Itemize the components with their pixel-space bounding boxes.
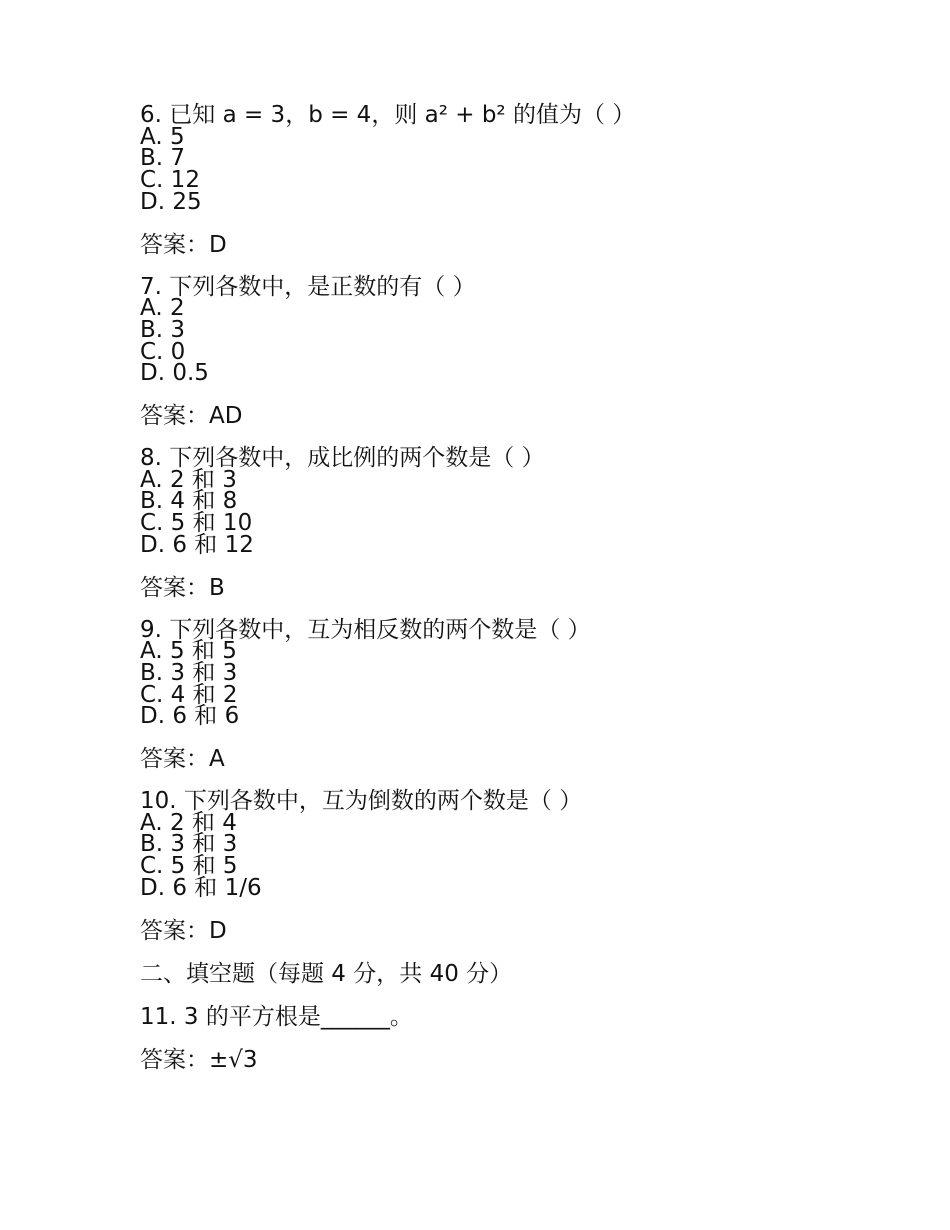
option-a: A. 2 和 3 (140, 466, 237, 493)
answer-text: 答案：±√3 (140, 1046, 258, 1073)
answer-text: 答案：A (140, 746, 225, 773)
option-a: A. 5 (140, 123, 185, 150)
question-7 (140, 273, 900, 430)
question-6 (140, 102, 900, 258)
option-c: C. 0 (140, 338, 186, 365)
question-11 (140, 1003, 900, 1073)
question-10 (140, 788, 900, 944)
answer-text: 答案：D (140, 231, 227, 258)
option-d: D. 6 和 1/6 (140, 874, 262, 901)
answer-text: 答案：D (140, 917, 227, 944)
option-c: C. 4 和 2 (140, 681, 238, 708)
option-c: C. 5 和 5 (140, 853, 238, 880)
answer-text: 答案：AD (140, 403, 243, 430)
option-c: C. 5 和 10 (140, 510, 253, 537)
option-b: B. 3 和 3 (140, 831, 238, 858)
option-d: D. 6 和 12 (140, 531, 254, 558)
option-a: A. 2 和 4 (140, 809, 237, 836)
fill-question-title: 11. 3 的平方根是______。 (140, 1003, 413, 1030)
option-a: A. 5 和 5 (140, 638, 237, 665)
option-b: B. 4 和 8 (140, 488, 238, 515)
option-a: A. 2 (140, 295, 185, 322)
document-page (140, 102, 900, 1092)
option-b: B. 7 (140, 145, 186, 172)
question-title: 6. 已知 a = 3，b = 4，则 a² + b² 的值为（ ） (140, 102, 636, 128)
question-9 (140, 616, 900, 773)
question-title: 10. 下列各数中，互为倒数的两个数是（ ） (140, 788, 583, 815)
question-title: 7. 下列各数中，是正数的有（ ） (140, 273, 476, 300)
question-title: 9. 下列各数中，互为相反数的两个数是（ ） (140, 616, 591, 643)
option-d: D. 6 和 6 (140, 703, 240, 730)
section-heading: 二、填空题（每题 4 分，共 40 分） (140, 960, 513, 987)
question-8 (140, 445, 900, 601)
option-d: D. 25 (140, 188, 202, 215)
option-d: D. 0.5 (140, 360, 209, 387)
option-b: B. 3 和 3 (140, 659, 238, 686)
option-b: B. 3 (140, 316, 186, 343)
answer-text: 答案：B (140, 574, 225, 601)
option-c: C. 12 (140, 167, 200, 194)
question-title: 8. 下列各数中，成比例的两个数是（ ） (140, 445, 545, 472)
